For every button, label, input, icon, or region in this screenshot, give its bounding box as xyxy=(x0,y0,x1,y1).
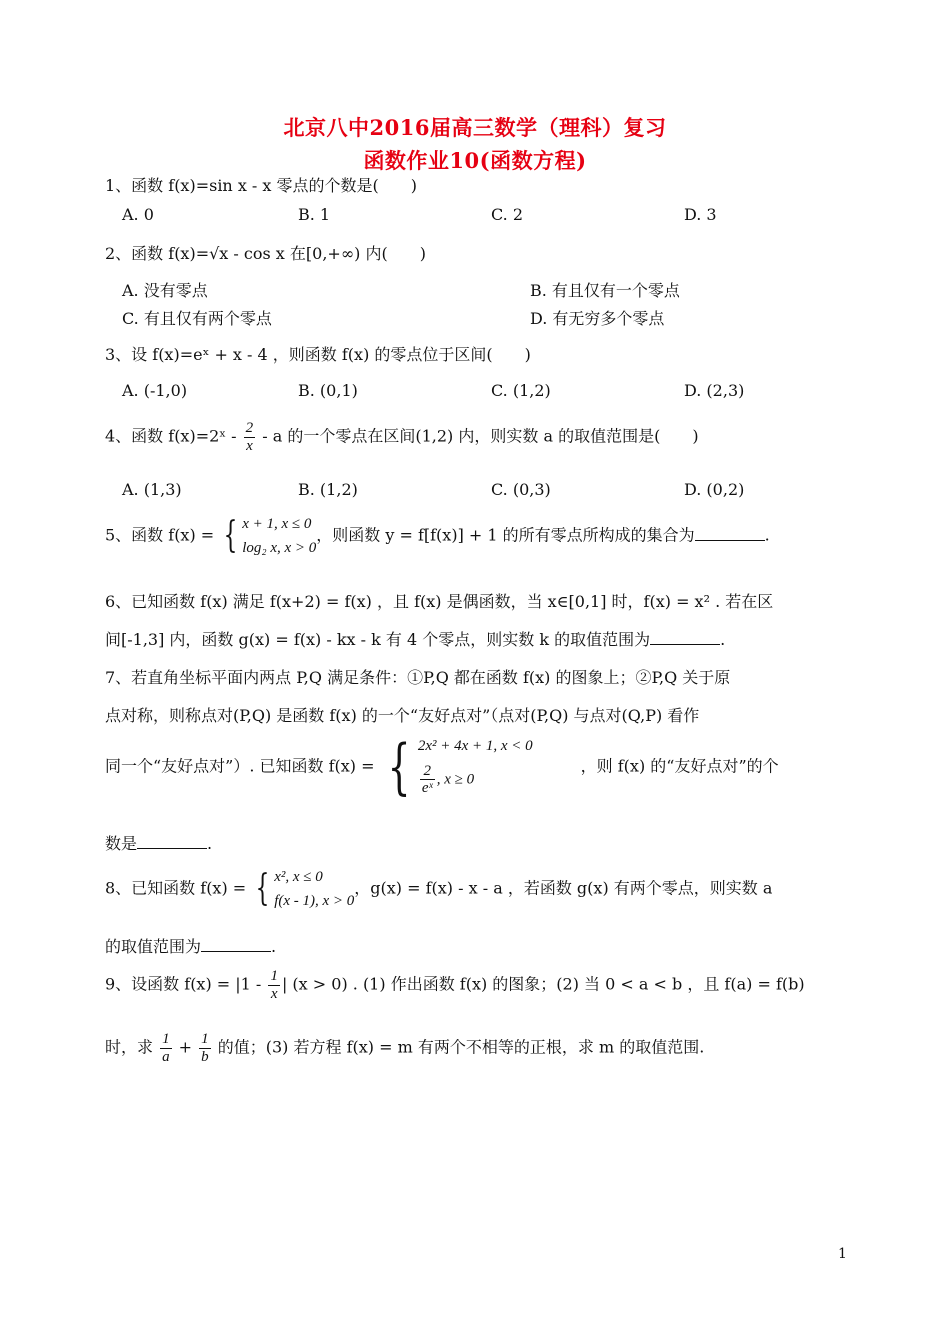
q8-cases xyxy=(274,865,354,913)
question-7-line-2: 点对称，则称点对(P,Q) 是函数 f(x) 的一个“友好点对”（点对(P,Q) 与点对(Q,P) 看作 xyxy=(105,706,700,725)
q1-option-a: A. 0 xyxy=(122,205,154,224)
q5-answer-blank[interactable] xyxy=(695,526,765,541)
q7-case-2-num: 2 xyxy=(420,763,435,781)
q9-f1-den: a xyxy=(162,1048,170,1065)
q4-text-a: 4、函数 f(x)=2ˣ - xyxy=(105,426,242,446)
q8-suffix: ，g(x) = f(x) - x - a ，若函数 g(x) 有两个零点，则实数 a xyxy=(354,878,773,898)
document-title: 北京八中2016届高三数学（理科）复习 xyxy=(283,115,667,140)
question-9 xyxy=(105,968,805,1002)
q9-frac-num: 1 xyxy=(270,968,278,984)
q9-line-2-b: 的值；(3) 若方程 f(x) = m 有两个不相等的正根，求 m 的取值范围. xyxy=(212,1037,705,1057)
q6-line-2-text: 间[-1,3] 内，函数 g(x) = f(x) - kx - k 有 4 个零点，则实数 k 的取值范围为 xyxy=(105,630,651,649)
q7-cases xyxy=(418,737,533,797)
q6-answer-blank[interactable] xyxy=(650,630,720,645)
q9-f2-num: 1 xyxy=(201,1031,209,1047)
q9-suffix: | (x > 0) . (1) 作出函数 f(x) 的图象；(2) 当 0 < a < b ，且 f(a) = f(b) xyxy=(281,974,805,994)
q9-plus: + xyxy=(173,1037,198,1057)
question-7-line-3 xyxy=(105,732,779,802)
q2-option-d: D. 有无穷多个零点 xyxy=(530,309,665,328)
q5-prefix: 5、函数 f(x) = xyxy=(105,525,220,545)
question-6-line-1: 6、已知函数 f(x) 满足 f(x+2) = f(x) ，且 f(x) 是偶函数，当 x∈[0,1] 时，f(x) = x² . 若在区 xyxy=(105,592,774,611)
q9-line-2-a: 时，求 xyxy=(105,1037,159,1057)
q8-prefix: 8、已知函数 f(x) = xyxy=(105,878,252,898)
q4-text-b: - a 的一个零点在区间(1,2) 内，则实数 a 的取值范围是( ) xyxy=(257,426,699,446)
question-9-line-2 xyxy=(105,1031,704,1065)
page-number: 1 xyxy=(838,1246,847,1262)
q5-case-2: log₂ x, x > 0 xyxy=(242,540,317,556)
q2-option-c: C. 有且仅有两个零点 xyxy=(122,309,272,328)
q4-option-a: A. (1,3) xyxy=(122,480,182,499)
question-8-line-2 xyxy=(105,934,276,957)
q5-cases xyxy=(242,512,316,560)
q8-case-2: f(x - 1), x > 0 xyxy=(274,893,355,909)
q7-case-1: 2x² + 4x + 1, x < 0 xyxy=(417,738,533,755)
q7-brace: { xyxy=(387,732,411,802)
question-7-line-4 xyxy=(105,831,212,854)
document-subtitle: 函数作业10(函数方程) xyxy=(363,148,587,173)
q4-option-d: D. (0,2) xyxy=(684,480,745,499)
q9-fraction xyxy=(268,968,280,1002)
q9-f1-num: 1 xyxy=(162,1031,170,1047)
question-8 xyxy=(105,865,772,913)
q8-end: . xyxy=(271,937,277,956)
q9-fraction-1-over-a xyxy=(160,1031,172,1065)
q3-option-b: B. (0,1) xyxy=(298,381,358,400)
q1-option-c: C. 2 xyxy=(491,205,524,224)
q7-line-3-suffix: ，则 f(x) 的“友好点对”的个 xyxy=(580,756,779,776)
q7-case-2-den: eˣ xyxy=(421,780,433,797)
q1-option-b: B. 1 xyxy=(298,205,331,224)
q7-case-2-cond: , x ≥ 0 xyxy=(436,771,475,788)
q8-line-2-text: 的取值范围为 xyxy=(105,937,202,956)
question-5 xyxy=(105,512,770,560)
q4-option-c: C. (0,3) xyxy=(491,480,551,499)
q2-option-a: A. 没有零点 xyxy=(122,281,208,300)
q4-fraction xyxy=(244,420,256,454)
q8-brace: { xyxy=(255,868,270,909)
q7-line-4-text: 数是 xyxy=(105,834,138,853)
question-1: 1、函数 f(x)=sin x - x 零点的个数是( ) xyxy=(105,176,418,195)
q7-case-2 xyxy=(418,763,533,797)
q4-frac-num: 2 xyxy=(245,420,254,436)
question-3: 3、设 f(x)=eˣ + x - 4 ，则函数 f(x) 的零点位于区间( ) xyxy=(105,345,531,364)
q7-answer-blank[interactable] xyxy=(137,834,207,849)
q4-option-b: B. (1,2) xyxy=(298,480,358,499)
q9-frac-den: x xyxy=(270,985,278,1002)
q8-answer-blank[interactable] xyxy=(201,937,271,952)
q5-end: . xyxy=(764,525,770,545)
q5-brace: { xyxy=(223,515,238,556)
q9-prefix: 9、设函数 f(x) = |1 - xyxy=(105,974,267,994)
q9-fraction-1-over-b xyxy=(199,1031,211,1065)
q1-option-d: D. 3 xyxy=(684,205,717,224)
q3-option-d: D. (2,3) xyxy=(684,381,745,400)
question-7-line-1: 7、若直角坐标平面内两点 P,Q 满足条件：①P,Q 都在函数 f(x) 的图象上；②P,Q 关于原 xyxy=(105,668,731,687)
q2-option-b: B. 有且仅有一个零点 xyxy=(530,281,680,300)
q4-frac-den: x xyxy=(246,437,253,454)
q5-suffix: ，则函数 y = f[f(x)] + 1 的所有零点所构成的集合为 xyxy=(316,525,695,545)
q7-case-2-fraction xyxy=(420,763,435,797)
q5-case-1: x + 1, x ≤ 0 xyxy=(242,516,312,532)
q8-case-1: x², x ≤ 0 xyxy=(274,869,323,885)
q7-end: . xyxy=(207,834,213,853)
question-6-line-2 xyxy=(105,627,725,650)
q9-f2-den: b xyxy=(201,1048,209,1065)
question-4 xyxy=(105,420,699,454)
q3-option-a: A. (-1,0) xyxy=(122,381,188,400)
question-2: 2、函数 f(x)=√x - cos x 在[0,+∞) 内( ) xyxy=(105,244,426,263)
q3-option-c: C. (1,2) xyxy=(491,381,551,400)
q6-end: . xyxy=(720,630,726,649)
q7-line-3-prefix: 同一个“友好点对”）. 已知函数 f(x) = xyxy=(105,756,380,776)
